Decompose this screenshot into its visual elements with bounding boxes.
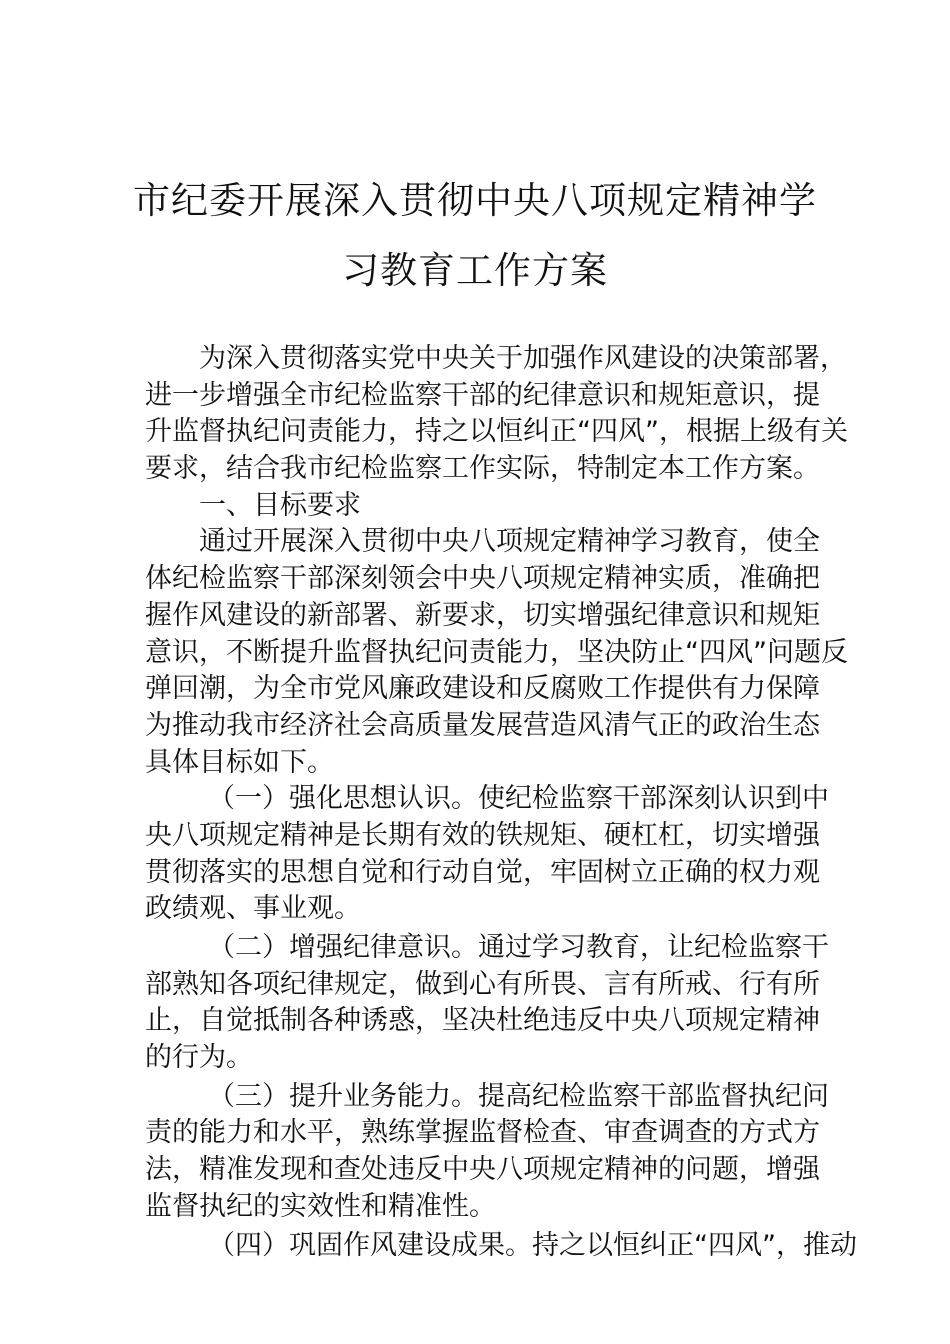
document-title-line-1: 市纪委开展深入贯彻中央八项规定精神学	[133, 179, 817, 222]
section-heading: 一、目标要求	[199, 489, 361, 521]
paragraph-line: 升监督执纪问责能力，持之以恒纠正“四风”，根据上级有关	[145, 416, 848, 448]
paragraph-line: 要求，结合我市纪检监察工作实际，特制定本工作方案。	[145, 453, 820, 485]
paragraph-line: 部熟知各项纪律规定，做到心有所畏、言有所戒、行有所	[145, 968, 820, 1000]
paragraph-line: 具体目标如下。	[145, 746, 334, 778]
document-body	[145, 341, 857, 1264]
paragraph-line: 法，精准发现和查处违反中央八项规定精神的问题，增强	[145, 1154, 820, 1186]
paragraph-line: （四）巩固作风建设成果。持之以恒纠正“四风”，推动	[208, 1229, 857, 1261]
paragraph-line: 握作风建设的新部署、新要求，切实增强纪律意识和规矩	[145, 599, 820, 631]
paragraph-line: 弹回潮，为全市党风廉政建设和反腐败工作提供有力保障	[145, 673, 820, 705]
paragraph-line: 为推动我市经济社会高质量发展营造风清气正的政治生态	[145, 709, 820, 741]
paragraph-line: 通过开展深入贯彻中央八项规定精神学习教育，使全	[199, 526, 820, 558]
paragraph-line: 政绩观、事业观。	[145, 893, 361, 925]
paragraph-line: 为深入贯彻落实党中央关于加强作风建设的决策部署，	[199, 343, 847, 374]
paragraph-line: （二）增强纪律意识。通过学习教育，让纪检监察干	[208, 932, 829, 963]
paragraph-line: 止，自觉抵制各种诱惑，坚决杜绝违反中央八项规定精神	[145, 1005, 820, 1037]
paragraph-line: 的行为。	[145, 1042, 253, 1074]
paragraph-line: （一）强化思想认识。使纪检监察干部深刻认识到中	[208, 783, 829, 815]
paragraph-line: 监督执纪的实效性和精准性。	[145, 1190, 496, 1222]
paragraph-line: 意识，不断提升监督执纪问责能力，坚决防止“四风”问题反	[145, 636, 848, 668]
paragraph-line: 体纪检监察干部深刻领会中央八项规定精神实质，准确把	[145, 563, 820, 595]
document-title-line-2: 习教育工作方案	[342, 249, 608, 292]
paragraph-line: 央八项规定精神是长期有效的铁规矩、硬杠杠，切实增强	[145, 819, 820, 851]
paragraph-line: 进一步增强全市纪检监察干部的纪律意识和规矩意识，提	[145, 379, 820, 411]
paragraph-line: 责的能力和水平，熟练掌握监督检查、审查调查的方式方	[145, 1117, 820, 1149]
paragraph-line: 贯彻落实的思想自觉和行动自觉，牢固树立正确的权力观	[145, 856, 820, 888]
paragraph-line: （三）提升业务能力。提高纪检监察干部监督执纪问	[208, 1080, 829, 1112]
